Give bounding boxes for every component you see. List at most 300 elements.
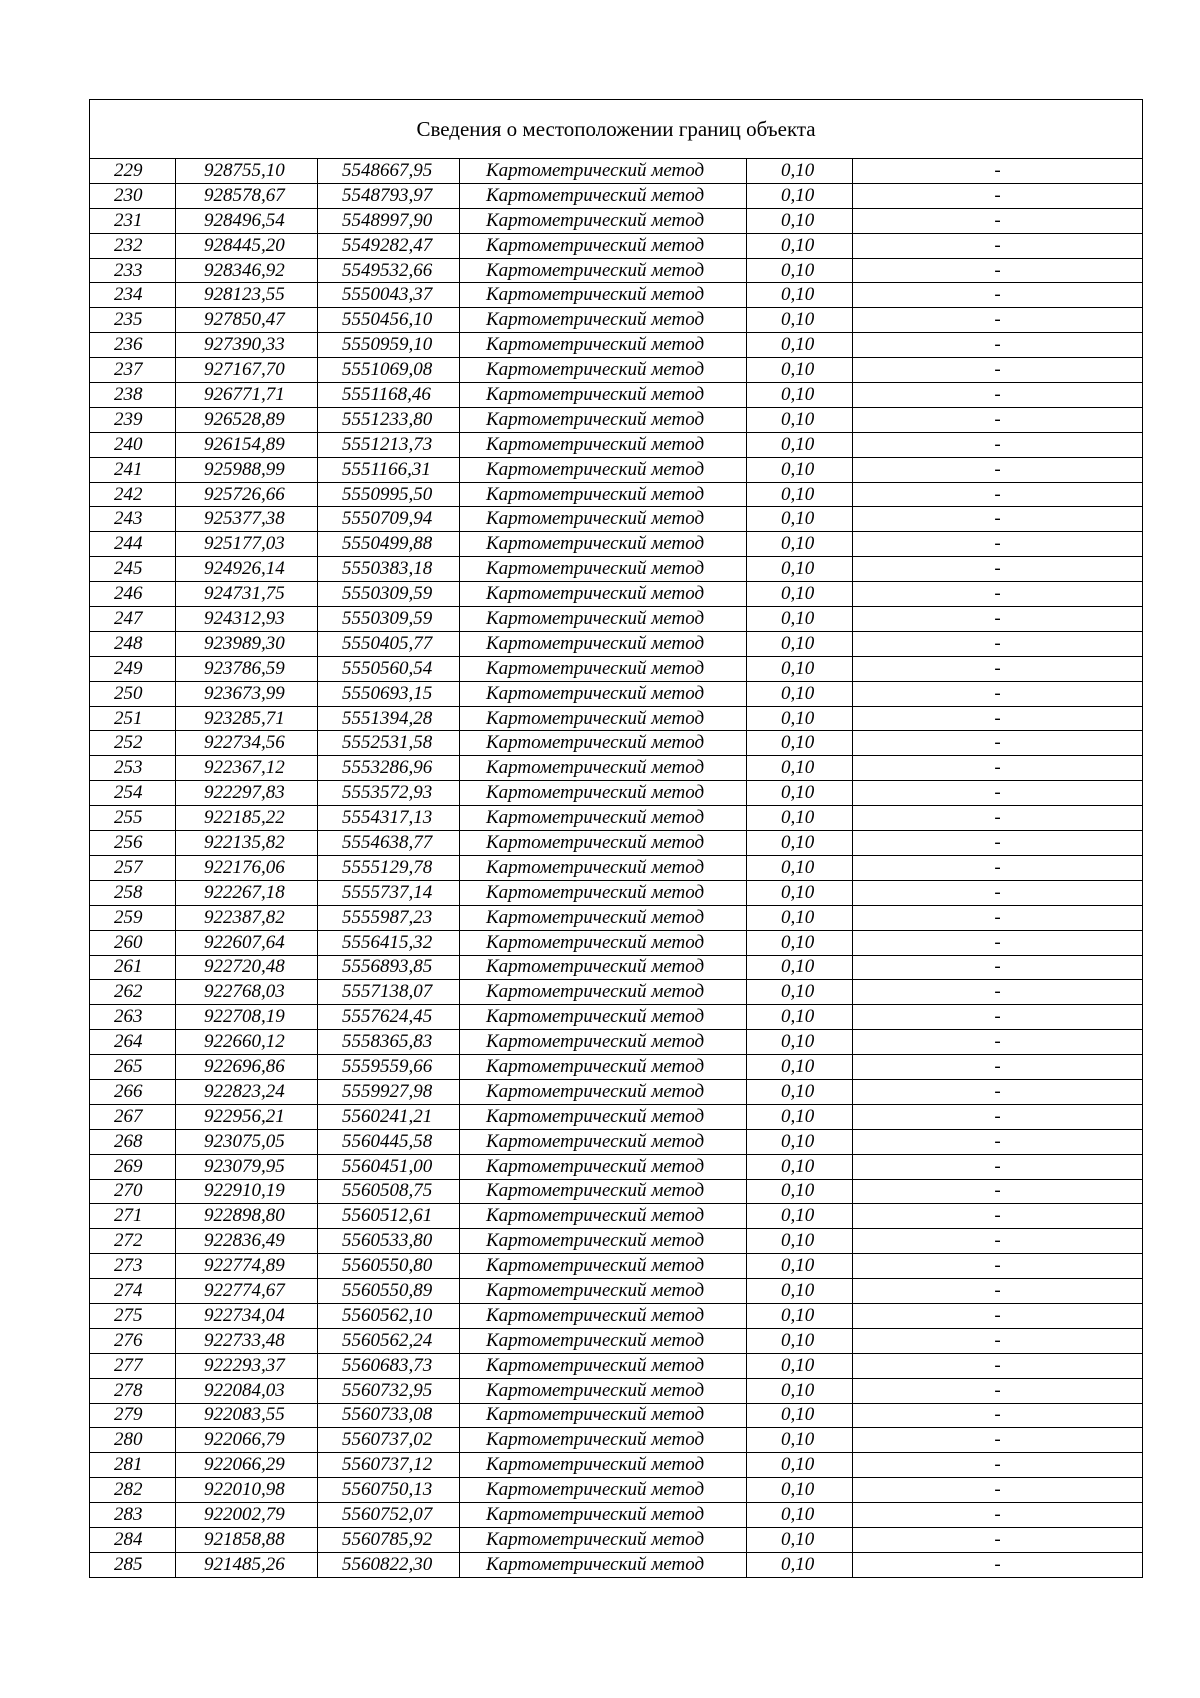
- coord-x-cell: 922774,67: [176, 1279, 318, 1304]
- point-number-cell: 272: [90, 1229, 176, 1254]
- coord-x-cell: 922708,19: [176, 1005, 318, 1030]
- description-cell: -: [853, 1552, 1143, 1577]
- coord-x-cell: 924926,14: [176, 557, 318, 582]
- table-row: [90, 1403, 1143, 1428]
- coord-y-cell: 5560737,12: [318, 1453, 460, 1478]
- point-number-cell: 239: [90, 407, 176, 432]
- coord-y-cell: 5551394,28: [318, 706, 460, 731]
- coord-x-cell: 922387,82: [176, 905, 318, 930]
- coord-x-cell: 927390,33: [176, 333, 318, 358]
- table-row: [90, 233, 1143, 258]
- accuracy-cell: 0,10: [747, 930, 853, 955]
- coord-x-cell: 922010,98: [176, 1478, 318, 1503]
- method-cell: Картометрический метод: [460, 1204, 747, 1229]
- coord-y-cell: 5548997,90: [318, 208, 460, 233]
- description-cell: -: [853, 756, 1143, 781]
- coord-x-cell: 925988,99: [176, 457, 318, 482]
- coord-y-cell: 5559559,66: [318, 1055, 460, 1080]
- description-cell: -: [853, 1055, 1143, 1080]
- method-cell: Картометрический метод: [460, 1328, 747, 1353]
- table-row: [90, 1527, 1143, 1552]
- method-cell: Картометрический метод: [460, 1055, 747, 1080]
- accuracy-cell: 0,10: [747, 607, 853, 632]
- coord-x-cell: 922660,12: [176, 1030, 318, 1055]
- coord-x-cell: 922898,80: [176, 1204, 318, 1229]
- accuracy-cell: 0,10: [747, 831, 853, 856]
- point-number-cell: 254: [90, 781, 176, 806]
- table-row: [90, 806, 1143, 831]
- description-cell: -: [853, 1303, 1143, 1328]
- point-number-cell: 251: [90, 706, 176, 731]
- description-cell: -: [853, 905, 1143, 930]
- coord-x-cell: 923285,71: [176, 706, 318, 731]
- table-row: [90, 183, 1143, 208]
- coord-x-cell: 922267,18: [176, 880, 318, 905]
- coord-y-cell: 5557138,07: [318, 980, 460, 1005]
- description-cell: -: [853, 1478, 1143, 1503]
- accuracy-cell: 0,10: [747, 756, 853, 781]
- table-row: [90, 1229, 1143, 1254]
- method-cell: Картометрический метод: [460, 482, 747, 507]
- method-cell: Картометрический метод: [460, 880, 747, 905]
- point-number-cell: 230: [90, 183, 176, 208]
- description-cell: -: [853, 880, 1143, 905]
- coord-x-cell: 922297,83: [176, 781, 318, 806]
- method-cell: Картометрический метод: [460, 1478, 747, 1503]
- table-row: [90, 1279, 1143, 1304]
- point-number-cell: 261: [90, 955, 176, 980]
- table-row: [90, 1204, 1143, 1229]
- accuracy-cell: 0,10: [747, 582, 853, 607]
- accuracy-cell: 0,10: [747, 482, 853, 507]
- table-row: [90, 1005, 1143, 1030]
- accuracy-cell: 0,10: [747, 1403, 853, 1428]
- coord-y-cell: 5555987,23: [318, 905, 460, 930]
- method-cell: Картометрический метод: [460, 1403, 747, 1428]
- coord-x-cell: 922720,48: [176, 955, 318, 980]
- accuracy-cell: 0,10: [747, 781, 853, 806]
- method-cell: Картометрический метод: [460, 656, 747, 681]
- description-cell: -: [853, 1378, 1143, 1403]
- description-cell: -: [853, 1254, 1143, 1279]
- accuracy-cell: 0,10: [747, 1328, 853, 1353]
- description-cell: -: [853, 258, 1143, 283]
- coord-y-cell: 5548793,97: [318, 183, 460, 208]
- table-row: [90, 1378, 1143, 1403]
- table-row: [90, 706, 1143, 731]
- coord-y-cell: 5551213,73: [318, 432, 460, 457]
- coord-x-cell: 922836,49: [176, 1229, 318, 1254]
- coord-y-cell: 5550995,50: [318, 482, 460, 507]
- method-cell: Картометрический метод: [460, 333, 747, 358]
- method-cell: Картометрический метод: [460, 208, 747, 233]
- point-number-cell: 248: [90, 631, 176, 656]
- coord-x-cell: 922293,37: [176, 1353, 318, 1378]
- accuracy-cell: 0,10: [747, 432, 853, 457]
- point-number-cell: 285: [90, 1552, 176, 1577]
- coord-x-cell: 922002,79: [176, 1503, 318, 1528]
- coord-y-cell: 5551069,08: [318, 358, 460, 383]
- coord-y-cell: 5551166,31: [318, 457, 460, 482]
- point-number-cell: 260: [90, 930, 176, 955]
- description-cell: -: [853, 1503, 1143, 1528]
- method-cell: Картометрический метод: [460, 457, 747, 482]
- coord-y-cell: 5557624,45: [318, 1005, 460, 1030]
- description-cell: -: [853, 1527, 1143, 1552]
- method-cell: Картометрический метод: [460, 731, 747, 756]
- accuracy-cell: 0,10: [747, 507, 853, 532]
- description-cell: -: [853, 955, 1143, 980]
- point-number-cell: 284: [90, 1527, 176, 1552]
- coord-y-cell: 5559927,98: [318, 1079, 460, 1104]
- method-cell: Картометрический метод: [460, 756, 747, 781]
- coord-y-cell: 5560562,10: [318, 1303, 460, 1328]
- table-row: [90, 781, 1143, 806]
- accuracy-cell: 0,10: [747, 258, 853, 283]
- table-row: [90, 731, 1143, 756]
- table-row: [90, 258, 1143, 283]
- point-number-cell: 241: [90, 457, 176, 482]
- coord-y-cell: 5553572,93: [318, 781, 460, 806]
- accuracy-cell: 0,10: [747, 1229, 853, 1254]
- coord-x-cell: 922910,19: [176, 1179, 318, 1204]
- point-number-cell: 229: [90, 159, 176, 184]
- accuracy-cell: 0,10: [747, 1478, 853, 1503]
- method-cell: Картометрический метод: [460, 1552, 747, 1577]
- description-cell: -: [853, 333, 1143, 358]
- point-number-cell: 278: [90, 1378, 176, 1403]
- accuracy-cell: 0,10: [747, 1204, 853, 1229]
- method-cell: Картометрический метод: [460, 1129, 747, 1154]
- method-cell: Картометрический метод: [460, 1353, 747, 1378]
- point-number-cell: 255: [90, 806, 176, 831]
- method-cell: Картометрический метод: [460, 855, 747, 880]
- accuracy-cell: 0,10: [747, 1030, 853, 1055]
- description-cell: -: [853, 1428, 1143, 1453]
- table-row: [90, 607, 1143, 632]
- coord-x-cell: 922956,21: [176, 1104, 318, 1129]
- coord-x-cell: 925377,38: [176, 507, 318, 532]
- point-number-cell: 280: [90, 1428, 176, 1453]
- table-row: [90, 855, 1143, 880]
- table-row: [90, 159, 1143, 184]
- method-cell: Картометрический метод: [460, 955, 747, 980]
- description-cell: -: [853, 183, 1143, 208]
- table-row: [90, 631, 1143, 656]
- method-cell: Картометрический метод: [460, 582, 747, 607]
- accuracy-cell: 0,10: [747, 880, 853, 905]
- description-cell: -: [853, 930, 1143, 955]
- coord-y-cell: 5560550,89: [318, 1279, 460, 1304]
- point-number-cell: 245: [90, 557, 176, 582]
- point-number-cell: 264: [90, 1030, 176, 1055]
- accuracy-cell: 0,10: [747, 681, 853, 706]
- coord-y-cell: 5550693,15: [318, 681, 460, 706]
- table-row: [90, 1353, 1143, 1378]
- point-number-cell: 283: [90, 1503, 176, 1528]
- point-number-cell: 257: [90, 855, 176, 880]
- table-row: [90, 308, 1143, 333]
- description-cell: -: [853, 1403, 1143, 1428]
- coord-x-cell: 923673,99: [176, 681, 318, 706]
- accuracy-cell: 0,10: [747, 806, 853, 831]
- point-number-cell: 244: [90, 532, 176, 557]
- method-cell: Картометрический метод: [460, 407, 747, 432]
- method-cell: Картометрический метод: [460, 631, 747, 656]
- accuracy-cell: 0,10: [747, 1104, 853, 1129]
- method-cell: Картометрический метод: [460, 159, 747, 184]
- description-cell: -: [853, 283, 1143, 308]
- method-cell: Картометрический метод: [460, 1154, 747, 1179]
- point-number-cell: 268: [90, 1129, 176, 1154]
- coord-y-cell: 5556415,32: [318, 930, 460, 955]
- coord-y-cell: 5560752,07: [318, 1503, 460, 1528]
- description-cell: -: [853, 656, 1143, 681]
- method-cell: Картометрический метод: [460, 831, 747, 856]
- method-cell: Картометрический метод: [460, 806, 747, 831]
- accuracy-cell: 0,10: [747, 1552, 853, 1577]
- coord-y-cell: 5560241,21: [318, 1104, 460, 1129]
- description-cell: -: [853, 507, 1143, 532]
- description-cell: -: [853, 1453, 1143, 1478]
- table-row: [90, 1079, 1143, 1104]
- accuracy-cell: 0,10: [747, 1154, 853, 1179]
- coord-y-cell: 5555129,78: [318, 855, 460, 880]
- method-cell: Картометрический метод: [460, 557, 747, 582]
- method-cell: Картометрический метод: [460, 1005, 747, 1030]
- point-number-cell: 233: [90, 258, 176, 283]
- table-row: [90, 831, 1143, 856]
- table-row: [90, 1328, 1143, 1353]
- table-row: [90, 1154, 1143, 1179]
- coord-y-cell: 5553286,96: [318, 756, 460, 781]
- coord-y-cell: 5560533,80: [318, 1229, 460, 1254]
- table-row: [90, 1129, 1143, 1154]
- description-cell: -: [853, 532, 1143, 557]
- description-cell: -: [853, 1154, 1143, 1179]
- accuracy-cell: 0,10: [747, 1378, 853, 1403]
- coord-x-cell: 922066,79: [176, 1428, 318, 1453]
- coord-x-cell: 922734,56: [176, 731, 318, 756]
- point-number-cell: 277: [90, 1353, 176, 1378]
- description-cell: -: [853, 731, 1143, 756]
- coord-x-cell: 922734,04: [176, 1303, 318, 1328]
- method-cell: Картометрический метод: [460, 980, 747, 1005]
- point-number-cell: 279: [90, 1403, 176, 1428]
- point-number-cell: 276: [90, 1328, 176, 1353]
- accuracy-cell: 0,10: [747, 208, 853, 233]
- accuracy-cell: 0,10: [747, 905, 853, 930]
- description-cell: -: [853, 1204, 1143, 1229]
- point-number-cell: 234: [90, 283, 176, 308]
- coord-x-cell: 926528,89: [176, 407, 318, 432]
- coord-y-cell: 5550709,94: [318, 507, 460, 532]
- point-number-cell: 242: [90, 482, 176, 507]
- point-number-cell: 249: [90, 656, 176, 681]
- table-row: [90, 1503, 1143, 1528]
- accuracy-cell: 0,10: [747, 1503, 853, 1528]
- coord-y-cell: 5558365,83: [318, 1030, 460, 1055]
- method-cell: Картометрический метод: [460, 532, 747, 557]
- description-cell: -: [853, 831, 1143, 856]
- coord-x-cell: 928123,55: [176, 283, 318, 308]
- table-row: [90, 656, 1143, 681]
- boundary-table-body: [90, 100, 1143, 1578]
- coord-y-cell: 5560785,92: [318, 1527, 460, 1552]
- accuracy-cell: 0,10: [747, 557, 853, 582]
- method-cell: Картометрический метод: [460, 1428, 747, 1453]
- coord-y-cell: 5550499,88: [318, 532, 460, 557]
- coord-y-cell: 5554317,13: [318, 806, 460, 831]
- description-cell: -: [853, 358, 1143, 383]
- coord-x-cell: 926154,89: [176, 432, 318, 457]
- coord-x-cell: 928578,67: [176, 183, 318, 208]
- table-row: [90, 507, 1143, 532]
- description-cell: -: [853, 1005, 1143, 1030]
- accuracy-cell: 0,10: [747, 1254, 853, 1279]
- coord-x-cell: 921858,88: [176, 1527, 318, 1552]
- method-cell: Картометрический метод: [460, 507, 747, 532]
- coord-y-cell: 5549532,66: [318, 258, 460, 283]
- table-row: [90, 457, 1143, 482]
- accuracy-cell: 0,10: [747, 980, 853, 1005]
- table-row: [90, 208, 1143, 233]
- table-row: [90, 407, 1143, 432]
- boundary-table: [89, 99, 1143, 1578]
- table-row: [90, 1030, 1143, 1055]
- coord-y-cell: 5560562,24: [318, 1328, 460, 1353]
- description-cell: -: [853, 233, 1143, 258]
- method-cell: Картометрический метод: [460, 1079, 747, 1104]
- accuracy-cell: 0,10: [747, 1527, 853, 1552]
- table-row: [90, 283, 1143, 308]
- description-cell: -: [853, 457, 1143, 482]
- coord-x-cell: 923786,59: [176, 656, 318, 681]
- coord-y-cell: 5560822,30: [318, 1552, 460, 1577]
- point-number-cell: 250: [90, 681, 176, 706]
- accuracy-cell: 0,10: [747, 1303, 853, 1328]
- accuracy-cell: 0,10: [747, 631, 853, 656]
- accuracy-cell: 0,10: [747, 1453, 853, 1478]
- method-cell: Картометрический метод: [460, 706, 747, 731]
- accuracy-cell: 0,10: [747, 183, 853, 208]
- table-row: [90, 980, 1143, 1005]
- accuracy-cell: 0,10: [747, 731, 853, 756]
- accuracy-cell: 0,10: [747, 383, 853, 408]
- table-row: [90, 1254, 1143, 1279]
- description-cell: -: [853, 1279, 1143, 1304]
- coord-x-cell: 922083,55: [176, 1403, 318, 1428]
- coord-y-cell: 5556893,85: [318, 955, 460, 980]
- coord-x-cell: 928755,10: [176, 159, 318, 184]
- coord-y-cell: 5548667,95: [318, 159, 460, 184]
- method-cell: Картометрический метод: [460, 1378, 747, 1403]
- description-cell: -: [853, 1179, 1143, 1204]
- coord-y-cell: 5555737,14: [318, 880, 460, 905]
- method-cell: Картометрический метод: [460, 1229, 747, 1254]
- table-row: [90, 358, 1143, 383]
- method-cell: Картометрический метод: [460, 1179, 747, 1204]
- method-cell: Картометрический метод: [460, 607, 747, 632]
- coord-x-cell: 924731,75: [176, 582, 318, 607]
- coord-y-cell: 5560550,80: [318, 1254, 460, 1279]
- table-row: [90, 880, 1143, 905]
- method-cell: Картометрический метод: [460, 1254, 747, 1279]
- point-number-cell: 259: [90, 905, 176, 930]
- accuracy-cell: 0,10: [747, 159, 853, 184]
- table-row: [90, 532, 1143, 557]
- description-cell: -: [853, 706, 1143, 731]
- description-cell: -: [853, 557, 1143, 582]
- description-cell: -: [853, 407, 1143, 432]
- point-number-cell: 231: [90, 208, 176, 233]
- description-cell: -: [853, 383, 1143, 408]
- coord-y-cell: 5552531,58: [318, 731, 460, 756]
- description-cell: -: [853, 1328, 1143, 1353]
- point-number-cell: 265: [90, 1055, 176, 1080]
- point-number-cell: 236: [90, 333, 176, 358]
- coord-y-cell: 5560451,00: [318, 1154, 460, 1179]
- accuracy-cell: 0,10: [747, 1055, 853, 1080]
- point-number-cell: 252: [90, 731, 176, 756]
- coord-y-cell: 5550309,59: [318, 582, 460, 607]
- table-row: [90, 681, 1143, 706]
- table-row: [90, 432, 1143, 457]
- method-cell: Картометрический метод: [460, 432, 747, 457]
- document-sheet: [89, 99, 1142, 1578]
- method-cell: Картометрический метод: [460, 1503, 747, 1528]
- description-cell: -: [853, 208, 1143, 233]
- accuracy-cell: 0,10: [747, 855, 853, 880]
- point-number-cell: 273: [90, 1254, 176, 1279]
- table-row: [90, 482, 1143, 507]
- description-cell: -: [853, 855, 1143, 880]
- coord-y-cell: 5551233,80: [318, 407, 460, 432]
- coord-y-cell: 5560512,61: [318, 1204, 460, 1229]
- coord-y-cell: 5550309,59: [318, 607, 460, 632]
- description-cell: -: [853, 607, 1143, 632]
- description-cell: -: [853, 1104, 1143, 1129]
- method-cell: Картометрический метод: [460, 308, 747, 333]
- table-row: [90, 1303, 1143, 1328]
- coord-x-cell: 928346,92: [176, 258, 318, 283]
- coord-y-cell: 5550405,77: [318, 631, 460, 656]
- coord-y-cell: 5560737,02: [318, 1428, 460, 1453]
- coord-x-cell: 922084,03: [176, 1378, 318, 1403]
- coord-x-cell: 928496,54: [176, 208, 318, 233]
- accuracy-cell: 0,10: [747, 1179, 853, 1204]
- description-cell: -: [853, 308, 1143, 333]
- table-row: [90, 1428, 1143, 1453]
- accuracy-cell: 0,10: [747, 407, 853, 432]
- coord-x-cell: 927850,47: [176, 308, 318, 333]
- description-cell: -: [853, 980, 1143, 1005]
- accuracy-cell: 0,10: [747, 1428, 853, 1453]
- description-cell: -: [853, 806, 1143, 831]
- table-row: [90, 955, 1143, 980]
- point-number-cell: 246: [90, 582, 176, 607]
- point-number-cell: 266: [90, 1079, 176, 1104]
- method-cell: Картометрический метод: [460, 283, 747, 308]
- method-cell: Картометрический метод: [460, 183, 747, 208]
- table-row: [90, 756, 1143, 781]
- method-cell: Картометрический метод: [460, 930, 747, 955]
- point-number-cell: 275: [90, 1303, 176, 1328]
- table-row: [90, 582, 1143, 607]
- accuracy-cell: 0,10: [747, 955, 853, 980]
- accuracy-cell: 0,10: [747, 1079, 853, 1104]
- coord-x-cell: 925177,03: [176, 532, 318, 557]
